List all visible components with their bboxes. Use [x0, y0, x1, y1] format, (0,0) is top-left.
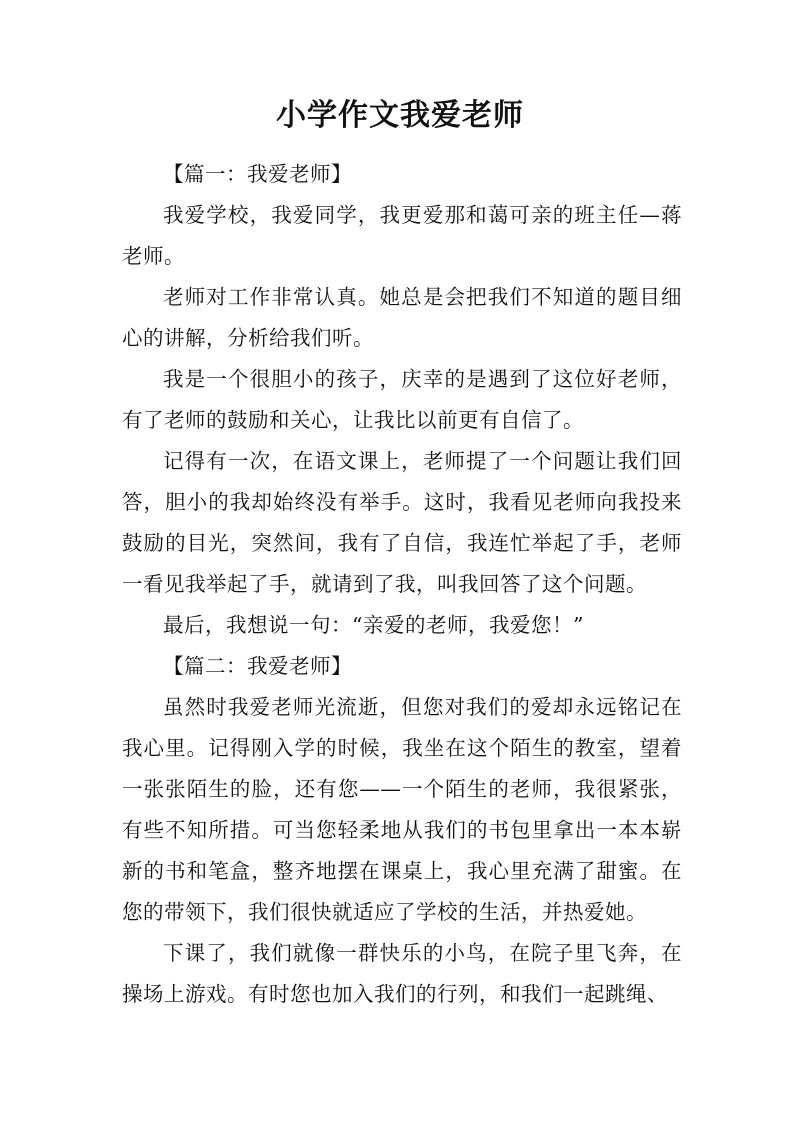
- paragraph: 最后，我想说一句：“亲爱的老师，我爱您！”: [163, 613, 584, 637]
- document-body: [122, 154, 682, 1015]
- paragraph: 虽然时我爱老师光流逝，但您对我们的爱却永远铭记在我心里。记得刚入学的时候，我坐在这个陌生的教室，望着一张张陌生的脸，还有您——一个陌生的老师，我很紧张，有些不知所措。可当您轻柔地从我们的书包里拿出一本本崭新的书和笔盒，整齐地摆在课桌上，我心里充满了甜蜜。在您的带领下，我们很快就适应了学校的生活，并热爱她。: [122, 695, 682, 924]
- section-heading-1: 【篇一：我爱老师】: [163, 162, 352, 186]
- paragraph: 记得有一次，在语文课上，老师提了一个问题让我们回答，胆小的我却始终没有举手。这时，我看见老师向我投来鼓励的目光，突然间，我有了自信，我连忙举起了手，老师一看见我举起了手，就请到了我，叫我回答了这个问题。: [122, 449, 682, 596]
- section-heading-2: 【篇二：我爱老师】: [163, 654, 352, 678]
- paragraph: 老师对工作非常认真。她总是会把我们不知道的题目细心的讲解，分析给我们听。: [122, 285, 682, 350]
- page-title: 小学作文我爱老师: [276, 98, 524, 133]
- paragraph: 下课了，我们就像一群快乐的小鸟，在院子里飞奔，在操场上游戏。有时您也加入我们的行列，和我们一起跳绳、: [122, 941, 682, 1006]
- paragraph: 我爱学校，我爱同学，我更爱那和蔼可亲的班主任—蒋老师。: [122, 203, 682, 268]
- paragraph: 我是一个很胆小的孩子，庆幸的是遇到了这位好老师，有了老师的鼓励和关心，让我比以前更有自信了。: [122, 367, 682, 432]
